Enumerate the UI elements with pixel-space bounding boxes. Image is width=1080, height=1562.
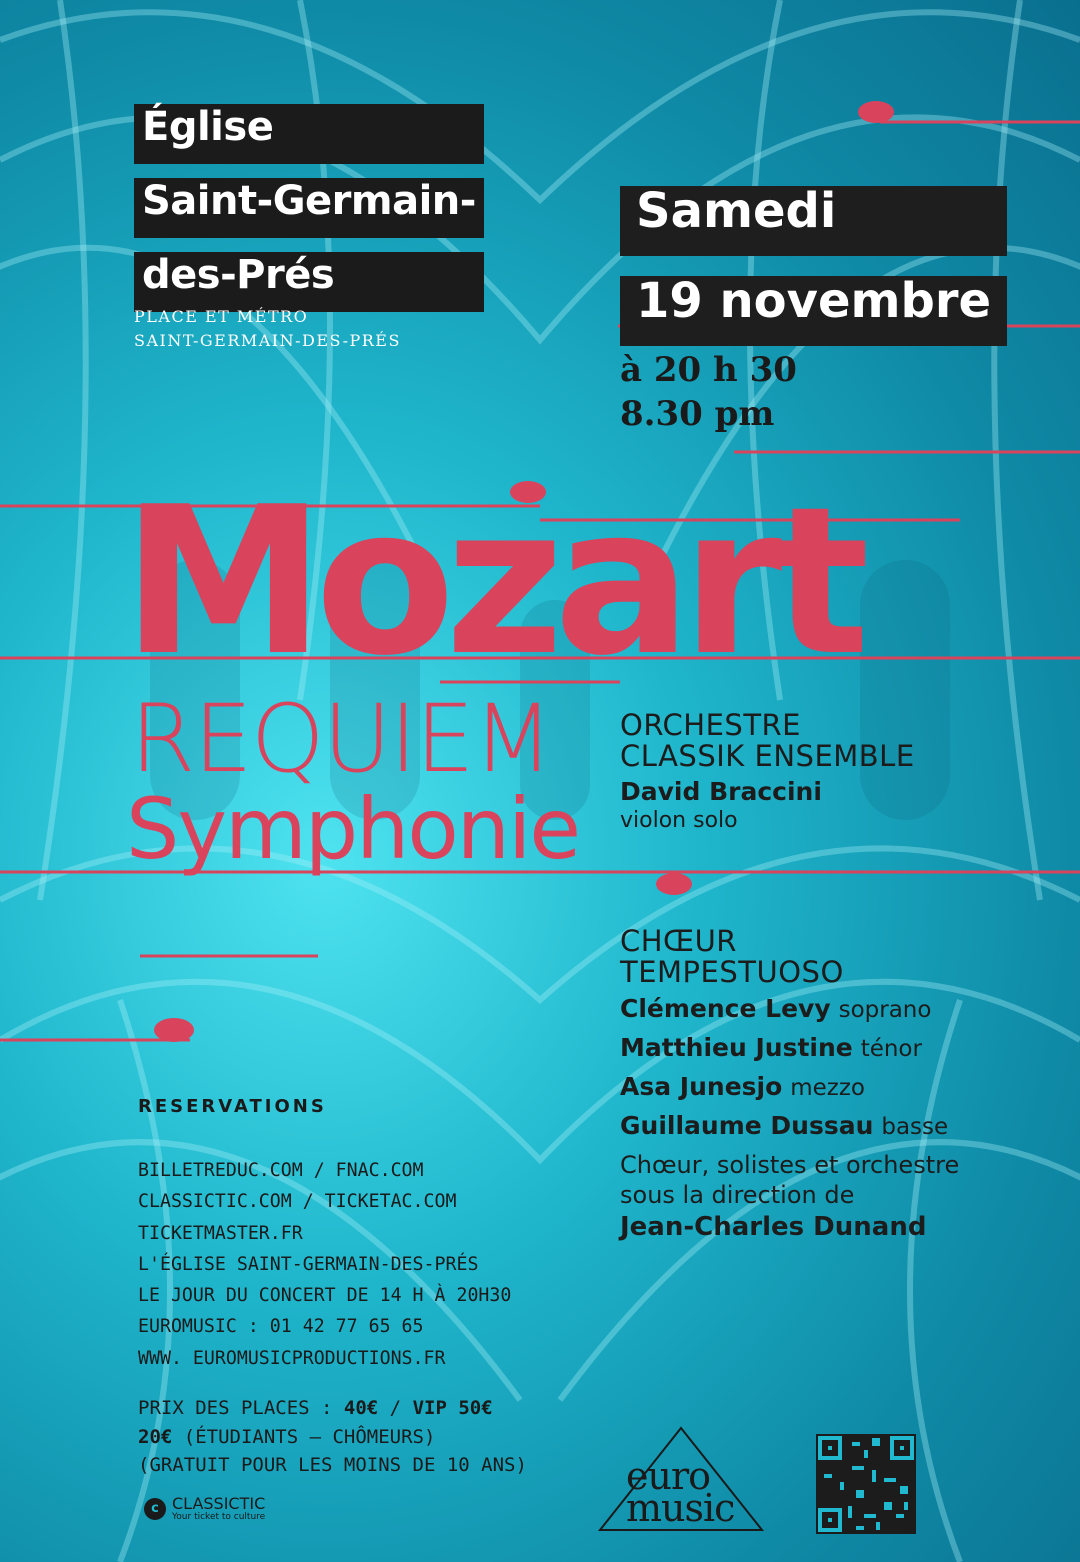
event-time-fr: à 20 h 30	[620, 350, 797, 390]
price-free-note: (GRATUIT POUR LES MOINS DE 10 ANS)	[138, 1454, 527, 1476]
venue-name-line-2: Saint-Germain-	[138, 178, 480, 224]
violin-soloist: David Braccini	[620, 777, 822, 806]
venue-name-line-1: Église	[138, 104, 277, 150]
reservations-block	[138, 1096, 527, 1374]
soloist-role: soprano	[838, 997, 932, 1023]
ticket-prices	[138, 1394, 527, 1480]
work-requiem: REQUIEM	[130, 685, 552, 794]
event-date-text: 19 novembre	[628, 276, 999, 326]
choir-info	[620, 926, 959, 1244]
event-time	[620, 348, 797, 436]
classictic-logo	[144, 1496, 265, 1522]
soloist-role: mezzo	[790, 1075, 866, 1101]
choir-name-line-2: TEMPESTUOSO	[620, 955, 844, 989]
violin-soloist-role: violon solo	[620, 808, 738, 833]
price-line-1	[138, 1394, 527, 1423]
soloist-name: Matthieu Justine	[620, 1033, 853, 1062]
reservation-line: CLASSICTIC.COM / TICKETAC.COM	[138, 1190, 457, 1213]
event-day: Samedi	[628, 186, 844, 236]
soloist-role: ténor	[860, 1036, 922, 1062]
soloist-item	[620, 1068, 959, 1107]
reservation-line: L'ÉGLISE SAINT-GERMAIN-DES-PRÉS	[138, 1252, 479, 1275]
venue-name-line-3: des-Prés	[138, 252, 338, 298]
soloist-item	[620, 1107, 959, 1146]
venue-address	[134, 305, 401, 353]
soloist-role: basse	[881, 1114, 949, 1140]
reservation-line: BILLETREDUC.COM / FNAC.COM	[138, 1159, 424, 1181]
price-standard: 40€	[343, 1397, 379, 1419]
price-separator: /	[378, 1397, 413, 1419]
venue-name	[134, 104, 484, 326]
reservations-title: RESERVATIONS	[138, 1096, 327, 1117]
price-reduced-note: (ÉTUDIANTS – CHÔMEURS)	[172, 1425, 436, 1448]
work-symphonie: Symphonie	[126, 780, 580, 878]
reservation-line: WWW. EUROMUSICPRODUCTIONS.FR	[138, 1346, 446, 1369]
choir-name-line-1: CHŒUR	[620, 924, 737, 958]
reservation-line: LE JOUR DU CONCERT DE 14 H À 20H30	[138, 1284, 512, 1307]
reservation-line: TICKETMASTER.FR	[138, 1221, 303, 1244]
classictic-brand: CLASSICTIC	[172, 1494, 266, 1513]
address-line-1: PLACE ET MÉTRO	[134, 307, 309, 326]
price-vip: VIP 50€	[412, 1397, 493, 1419]
euromusic-logo	[596, 1424, 766, 1534]
orchestra-name-line-2: CLASSIK ENSEMBLE	[620, 739, 915, 773]
orchestra-name-line-1: ORCHESTRE	[620, 708, 802, 742]
direction-line-2: sous la direction de	[620, 1181, 855, 1209]
soloist-name: Asa Junesjo	[620, 1072, 783, 1101]
price-label: PRIX DES PLACES :	[138, 1397, 344, 1419]
classictic-icon: c	[144, 1498, 166, 1520]
soloist-name: Clémence Levy	[620, 994, 831, 1023]
orchestra-info	[620, 710, 915, 834]
event-date	[620, 183, 1007, 366]
direction-line-1: Chœur, solistes et orchestre	[620, 1151, 960, 1179]
reservation-line: EUROMUSIC : 01 42 77 65 65	[138, 1315, 424, 1338]
soloist-item	[620, 1029, 959, 1068]
address-line-2: SAINT-GERMAIN-DES-PRÉS	[134, 331, 401, 350]
price-line-2	[138, 1423, 527, 1452]
event-time-en: 8.30 pm	[620, 394, 775, 434]
euromusic-wordmark: euro music	[626, 1454, 735, 1530]
conductor-name: Jean-Charles Dunand	[620, 1212, 927, 1242]
composer-title: Mozart	[122, 464, 860, 701]
soloist-item	[620, 990, 959, 1029]
soloist-name: Guillaume Dussau	[620, 1111, 874, 1140]
qr-code-icon	[816, 1434, 916, 1534]
classictic-tagline: Your ticket to culture	[172, 1512, 266, 1522]
price-reduced: 20€	[138, 1425, 173, 1448]
